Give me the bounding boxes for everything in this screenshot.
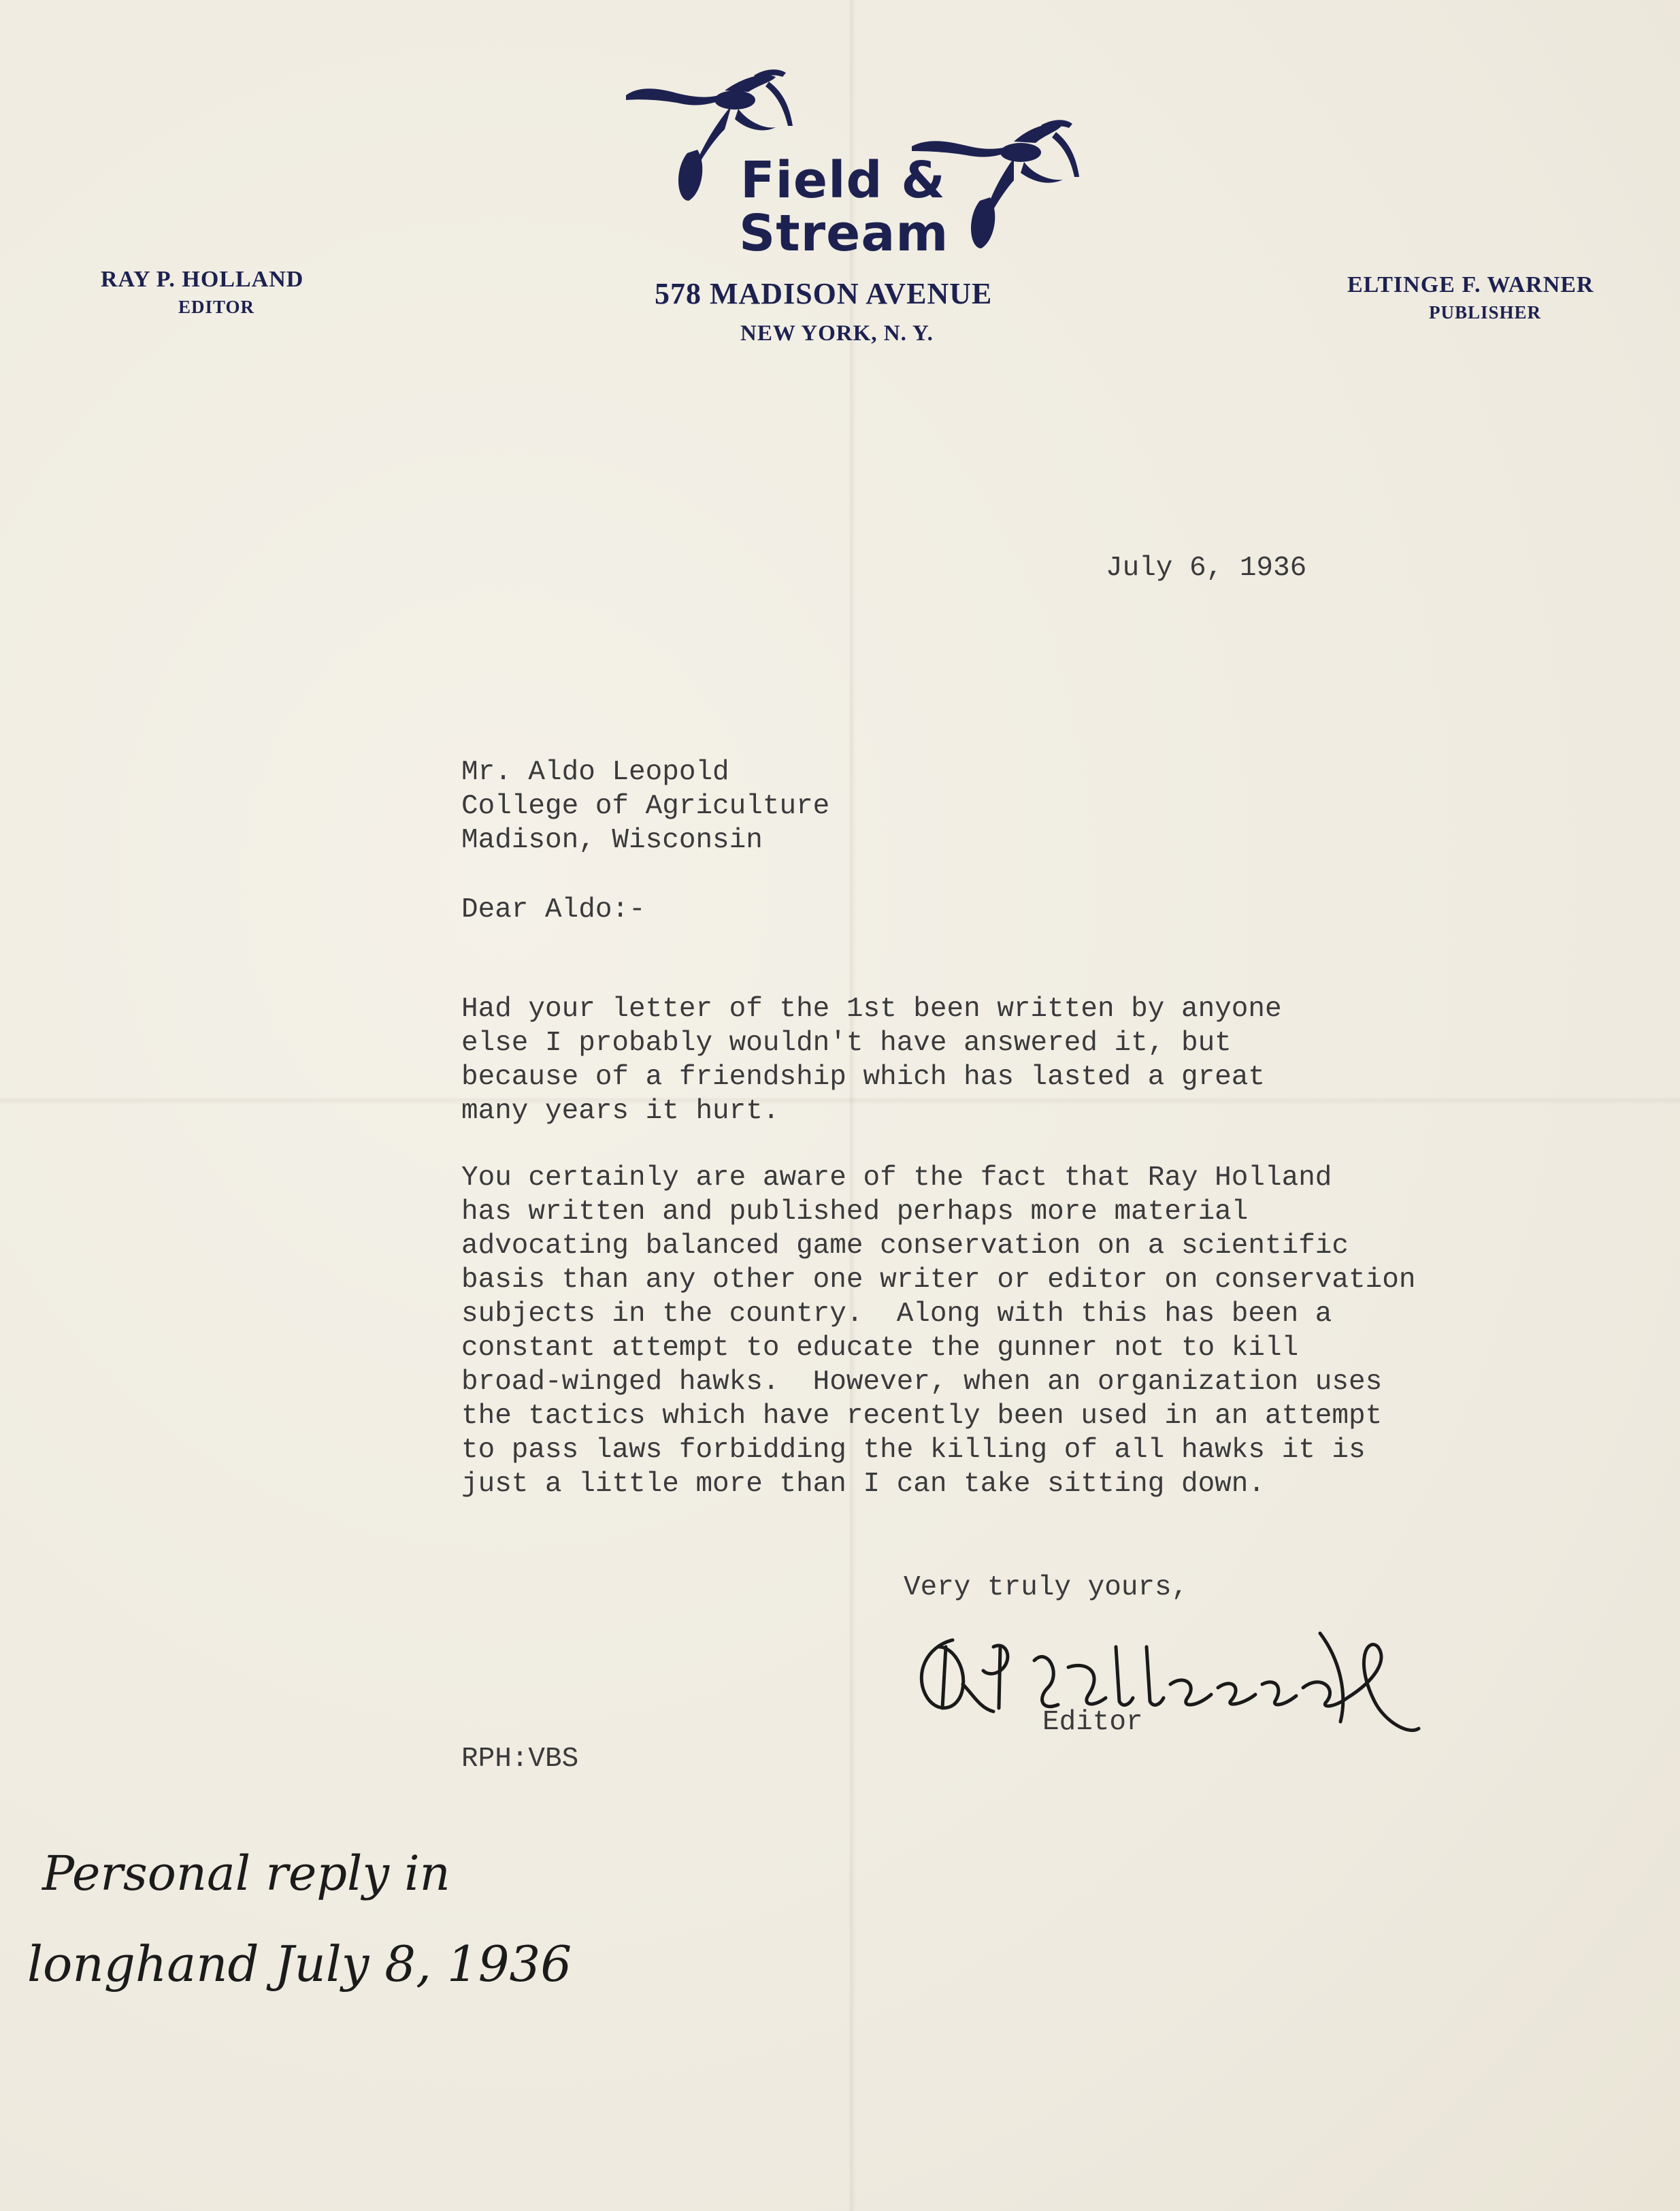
paragraph1-line: Had your letter of the 1st been written by anyone <box>461 994 1282 1025</box>
signer-title: Editor <box>1042 1707 1143 1738</box>
paragraph2-line: broad-winged hawks. However, when an organization uses <box>461 1366 1383 1398</box>
closing: Very truly yours, <box>904 1572 1189 1603</box>
publisher-title: PUBLISHER <box>1429 302 1542 323</box>
recipient-line: College of Agriculture <box>461 791 830 822</box>
salutation: Dear Aldo:- <box>461 894 646 926</box>
paragraph2-line: just a little more than I can take sitting down. <box>461 1469 1265 1500</box>
paragraph2-line: subjects in the country. Along with this has been a <box>461 1298 1332 1330</box>
editor-title: EDITOR <box>178 297 255 317</box>
paragraph2-line: You certainly are aware of the fact that Ray Holland <box>461 1162 1332 1194</box>
editor-name: RAY P. HOLLAND <box>101 267 304 292</box>
letter-date: July 6, 1936 <box>1106 553 1307 584</box>
paragraph1-line: else I probably wouldn't have answered it, but <box>461 1028 1232 1059</box>
paragraph2-line: basis than any other one writer or editor on conservation <box>461 1264 1416 1296</box>
paragraph2-line: to pass laws forbidding the killing of all hawks it is <box>461 1435 1366 1466</box>
paragraph2-line: advocating balanced game conservation on a scientific <box>461 1230 1349 1262</box>
paragraph2-line: the tactics which have recently been used in an attempt <box>461 1401 1383 1432</box>
paragraph1-line: many years it hurt. <box>461 1096 780 1127</box>
paragraph2-line: has written and published perhaps more material <box>461 1196 1249 1228</box>
recipient-line: Madison, Wisconsin <box>461 825 763 856</box>
handwritten-note-line2: longhand July 8, 1936 <box>27 1935 572 1993</box>
paragraph1-line: because of a friendship which has lasted a great <box>461 1062 1265 1093</box>
paragraph2-line: constant attempt to educate the gunner not to kill <box>461 1332 1299 1364</box>
logo-line2: Stream <box>739 204 949 263</box>
recipient-line: Mr. Aldo Leopold <box>461 757 729 788</box>
publisher-name: ELTINGE F. WARNER <box>1347 272 1594 297</box>
handwritten-note-line1: Personal reply in <box>42 1846 450 1901</box>
letterhead-address: 578 MADISON AVENUE <box>655 277 993 310</box>
signature-icon <box>912 1620 1490 1749</box>
logo-line1: Field & <box>740 151 946 210</box>
reference-initials: RPH:VBS <box>461 1743 579 1775</box>
letterhead-city: NEW YORK, N. Y. <box>740 321 934 346</box>
